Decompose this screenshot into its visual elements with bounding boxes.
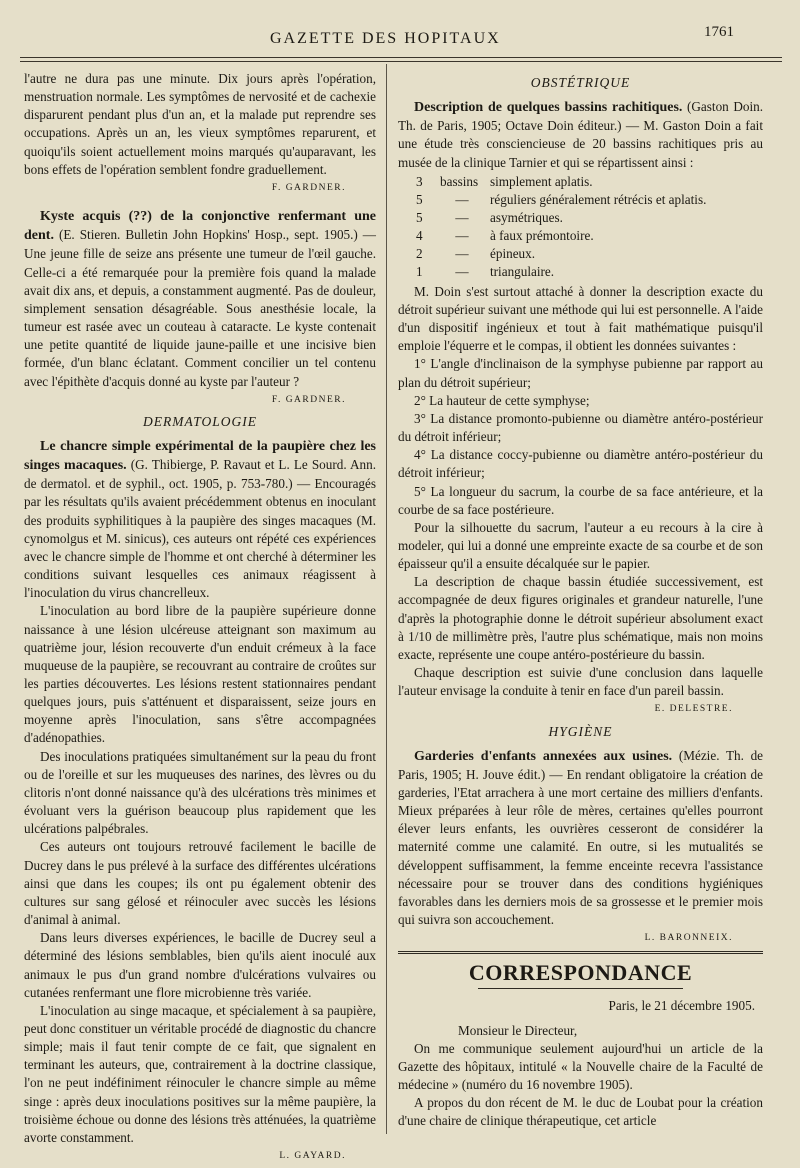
article-body: En rendant obligatoire la création de garderies, l'Etat arrachera à une mort certaine des milliers d'enfants. Mieux préparées à leur rôle de mères, certaines qu'elles pourront élever leurs enfants, les ouvrières cesseront de considérer la maternité comme une calamité. En outre, si les mutualités se développent suffisamment, la femme enceinte recevra l'assistance nécessaire pour se trouver dans des conditions hygiéniques favorables dans les derniers mois de sa grossesse et le premier mois qui suivra son accouchement. <box>398 766 763 928</box>
list-item: 3 bassins simplement aplatis. <box>416 173 593 189</box>
correspondance-title: CORRESPONDANCE <box>468 960 693 986</box>
article-title: Description de quelques bassins rachitiques. <box>414 100 683 116</box>
dateline: Paris, le 21 décembre 1905. <box>608 998 755 1014</box>
chancre-article-intro <box>24 437 376 602</box>
paragraph: Pour la silhouette du sacrum, l'auteur a eu recours à la cire à modeler, qui lui a donné une empreinte exacte de sa courbe et de son épaisseur qu'il a ensuite décalquée sur le papier. <box>398 519 763 572</box>
paragraph: Ces auteurs ont toujours retrouvé facilement le bacille de Ducrey dans le pus prélevé à la surface des différentes ulcérations ainsi que dans les coupes; ils ont pu également obtenir des cultures sur sang gélosé et réinoculer avec succès les lésions d'animal à animal. <box>24 839 376 928</box>
measurement-item: 2° La hauteur de cette symphyse; <box>414 392 590 408</box>
left-column <box>24 70 376 1165</box>
article-reference: (G. Thibierge, P. Ravaut et L. Le Sourd. Ann. de dermatol. et de syphil., oct. 1905, p. 753-780.) — <box>24 457 376 492</box>
paragraph: La description de chaque bassin étudiée successivement, est accompagnée de deux figures originales et grandeur naturelle, l'une d'après la photographie donne le détroit supérieur absolument exact à 1/10 de millimètre près, l'autre plus schématique, mais non moins exacte, représente une coupe antéro-postérieure du bassin. <box>398 574 763 662</box>
article-body: M. Gaston Doin a fait une étude très consciencieuse de 20 bassins rachitiques pris au musée de la clinique Tarnier et qui se répartissent ainsi : <box>398 118 763 170</box>
article-body: Encouragés par les résultats qu'ils avaient précédemment obtenus en inoculant des produits syphilitiques à la paupière des singes macaques (M. cynomolgus et M. sinicus), ces auteurs ont répété ces expériences avec le chancre simple de l'homme et ont cherché à déterminer les conditions suivant lesquelles ces animaux réagissent à l'inoculation du virus chancrelleux. <box>24 476 376 601</box>
spacer <box>24 197 376 207</box>
measurement-item: 4° La distance coccy-pubienne ou diamètre antéro-postérieur du détroit inférieur; <box>398 447 763 481</box>
right-column <box>398 70 763 1131</box>
measurement-item: 1° L'angle d'inclinaison de la symphyse pubienne par rapport au plan du détroit supérieur; <box>398 356 763 390</box>
article-reference: (E. Stieren. Bulletin John Hopkins' Hosp., sept. 1905.) — <box>58 227 376 243</box>
list-item: 4 — à faux prémontoire. <box>416 227 594 243</box>
paragraph: On me communique seulement aujourd'hui un article de la Gazette des hôpitaux, intitulé « la Nouvelle chaire de la Faculté de médecine » (numéro du 16 novembre 1905). <box>398 1040 763 1093</box>
list-item: 5 — asymétriques. <box>416 209 563 225</box>
continuation-paragraph: l'autre ne dura pas une minute. Dix jours après l'opération, menstruation normale. Les symptômes de nervosité et de cachexie disparurent pendant plus d'un an, et la malade put reprendre ses occupations. Après un an, les vieux symptômes reparurent, et quoiqu'ils soient actuellement moins marqués qu'auparavant, les bons effets de l'opération semblent fondre graduellement. <box>24 71 376 177</box>
article-title: Garderies d'enfants annexées aux usines. <box>414 748 673 764</box>
paragraph: A propos du don récent de M. le duc de Loubat pour la création d'une chaire de clinique thérapeutique, cet article <box>398 1095 763 1129</box>
bassins-list <box>416 173 712 281</box>
signature: L. BARONNEIX. <box>644 933 733 944</box>
measurement-item: 5° La longueur du sacrum, la courbe de sa face antérieure, et la courbe de sa face postérieure. <box>398 483 763 517</box>
list-item: 5 — réguliers généralement rétrécis et aplatis. <box>416 191 707 207</box>
paragraph: Des inoculations pratiquées simultanément sur la peau du front ou de l'oreille et sur les muqueuses des narines, des lèvres ou du clitoris n'ont donné naissance qu'à des ulcérations très minimes et évoluant vers la guérison beaucoup plus rapidement que les ulcérations palpébrales. <box>24 748 376 837</box>
page-number: 1761 <box>704 24 734 40</box>
section-heading-dermatologie: DERMATOLOGIE <box>143 413 257 429</box>
paragraph: Chaque description est suivie d'une conclusion dans laquelle l'auteur envisage la conduite à tenir en face d'un pareil bassin. <box>398 665 763 699</box>
paragraph: L'inoculation au bord libre de la paupière supérieure donne naissance à une lésion ulcéreuse atteignant son maximum au quatrième jour, lésion recouverte d'un enduit crémeux à la face muqueuse de la paupière, se recouvrant au contraire de croûtes sur les parties découvertes. Les lésions restent stationnaires pendant quelques jours, puis s'atténuent et disparaissent, seize jours en moyenne après l'inoculation, sans s'être accompagnées d'adénopathies. <box>24 603 376 746</box>
kyste-article <box>24 207 376 391</box>
section-heading-obstetrique: OBSTÉTRIQUE <box>530 75 631 90</box>
article-reference: (Mézie. Th. de Paris, 1905; H. Jouve édit.) — <box>398 747 764 782</box>
header-rule <box>20 57 782 58</box>
article-reference: (Gaston Doin. Th. de Paris, 1905; Octave Doin éditeur.) — <box>398 99 763 134</box>
running-title: GAZETTE DES HOPITAUX <box>270 30 501 47</box>
signature: L. GAYARD. <box>279 1151 346 1162</box>
section-rule <box>398 951 763 954</box>
paragraph: Dans leurs diverses expériences, le bacille de Ducrey seul a déterminé des lésions semblables, bien qu'ils aient inoculé aux animaux le pus d'un grand nombre d'ulcérations vulvaires ou cutanées renfermant une flore microbienne très variée. <box>24 930 376 1000</box>
header-rule <box>20 61 782 62</box>
title-underline <box>478 988 683 989</box>
salutation: Monsieur le Directeur, <box>458 1022 578 1038</box>
signature: E. DELESTRE. <box>654 704 733 715</box>
paragraph: M. Doin s'est surtout attaché à donner la description exacte du détroit supérieur suivant une méthode qui lui est personnelle. A l'aide d'un dispositif ingénieux et tout à fait mathématique puisqu'il emploie l'équerre et le compas, il obtient les données suivantes : <box>398 283 763 354</box>
signature: F. GARDNER. <box>271 394 346 405</box>
section-heading-hygiene: HYGIÈNE <box>548 723 613 739</box>
article-title: Le chancre simple expérimental de la paupière chez les singes macaques. <box>24 438 376 474</box>
article-title: Kyste acquis (??) de la conjonctive renfermant une dent. <box>24 209 376 244</box>
list-item: 2 — épineux. <box>416 245 536 261</box>
bassins-article-intro <box>398 98 763 172</box>
list-item: 1 — triangulaire. <box>416 263 555 279</box>
signature: F. GARDNER. <box>271 182 346 193</box>
garderies-article <box>398 747 763 930</box>
article-body: Une jeune fille de seize ans présente une tumeur de l'œil gauche. Celle-ci a été remarquée pour la première fois quand la malade avait dix ans, et depuis, a constamment augmenté. Pas de douleur, simplement sensation désagréable. Sous anesthésie locale, la tumeur est rasée avec un couteau à cataracte. Le kyste contenait une petite quantité de liquide jaune-paille et une incisive bien formée, d'un blanc éclatant. Comment concilier un tel contenu avec l'épithète d'acquis donné au kyste par l'auteur ? <box>24 246 376 389</box>
measurement-item: 3° La distance promonto-pubienne ou diamètre antéro-postérieur du détroit inférieur; <box>398 410 763 445</box>
paragraph: L'inoculation au singe macaque, et spécialement à sa paupière, peut donc constituer un véritable procédé de diagnostic du chancre simple; mais il faut tenir compte de ce fait, que signalent en terminant les auteurs, que, contrairement à la doctrine classique, l'on ne peut indéfiniment réinoculer le chancre simple au même singe : après deux inoculations positives sur la même paupière, la troisième échoue ou donne des lésions très atténuées, la quatrième avorte constamment. <box>24 1002 376 1145</box>
column-divider <box>386 64 387 1134</box>
